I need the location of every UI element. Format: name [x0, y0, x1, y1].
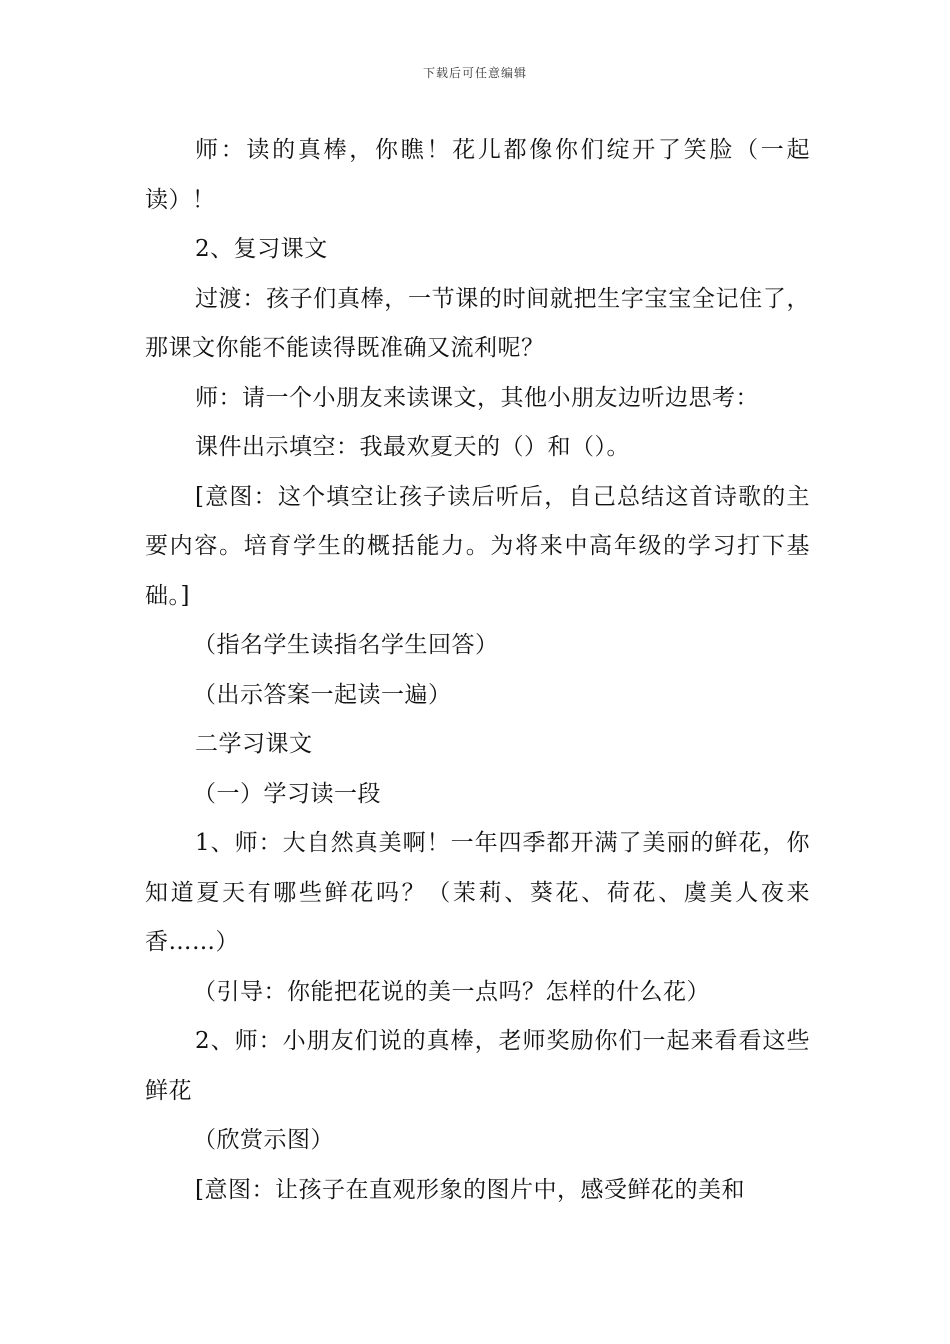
- paragraph: （欣赏示图）: [193, 1127, 334, 1153]
- page-header: 下载后可任意编辑: [422, 66, 527, 80]
- paragraph: （出示答案一起读一遍）: [193, 681, 452, 708]
- section-heading: 二学习课文: [195, 731, 313, 757]
- paragraph: 过渡：孩子们真棒，一节课的时间就把生字宝宝全记住了，那课文你能不能读得既准确又流利呢？: [145, 285, 810, 361]
- paragraph: 2、复习课文: [195, 236, 328, 262]
- paragraph: 师：请一个小朋友来读课文，其他小朋友边听边思考：: [195, 384, 759, 411]
- subsection-heading: （一）学习读一段: [193, 780, 381, 807]
- paragraph: 2、师：小朋友们说的真棒，老师奖励你们一起来看看这些鲜花: [145, 1028, 810, 1104]
- paragraph: 师：读的真棒，你瞧！花儿都像你们绽开了笑脸（一起读）！: [145, 137, 810, 213]
- paragraph: 课件出示填空：我最欢夏天的（）和（）。: [195, 434, 630, 460]
- paragraph: 1、师：大自然真美啊！一年四季都开满了美丽的鲜花，你知道夏天有哪些鲜花吗？（茉莉、葵花、荷花、虞美人夜来香……）: [145, 830, 810, 955]
- paragraph: （指名学生读指名学生回答）: [193, 632, 499, 658]
- paragraph: [意图：让孩子在直观形象的图片中，感受鲜花的美和: [195, 1176, 745, 1203]
- document-body: [145, 126, 810, 1215]
- paragraph: （引导：你能把花说的美一点吗？怎样的什么花）: [193, 978, 710, 1005]
- paragraph: [意图：这个填空让孩子读后听后，自己总结这首诗歌的主要内容。培育学生的概括能力。为将来中高年级的学习打下基础。]: [145, 483, 810, 609]
